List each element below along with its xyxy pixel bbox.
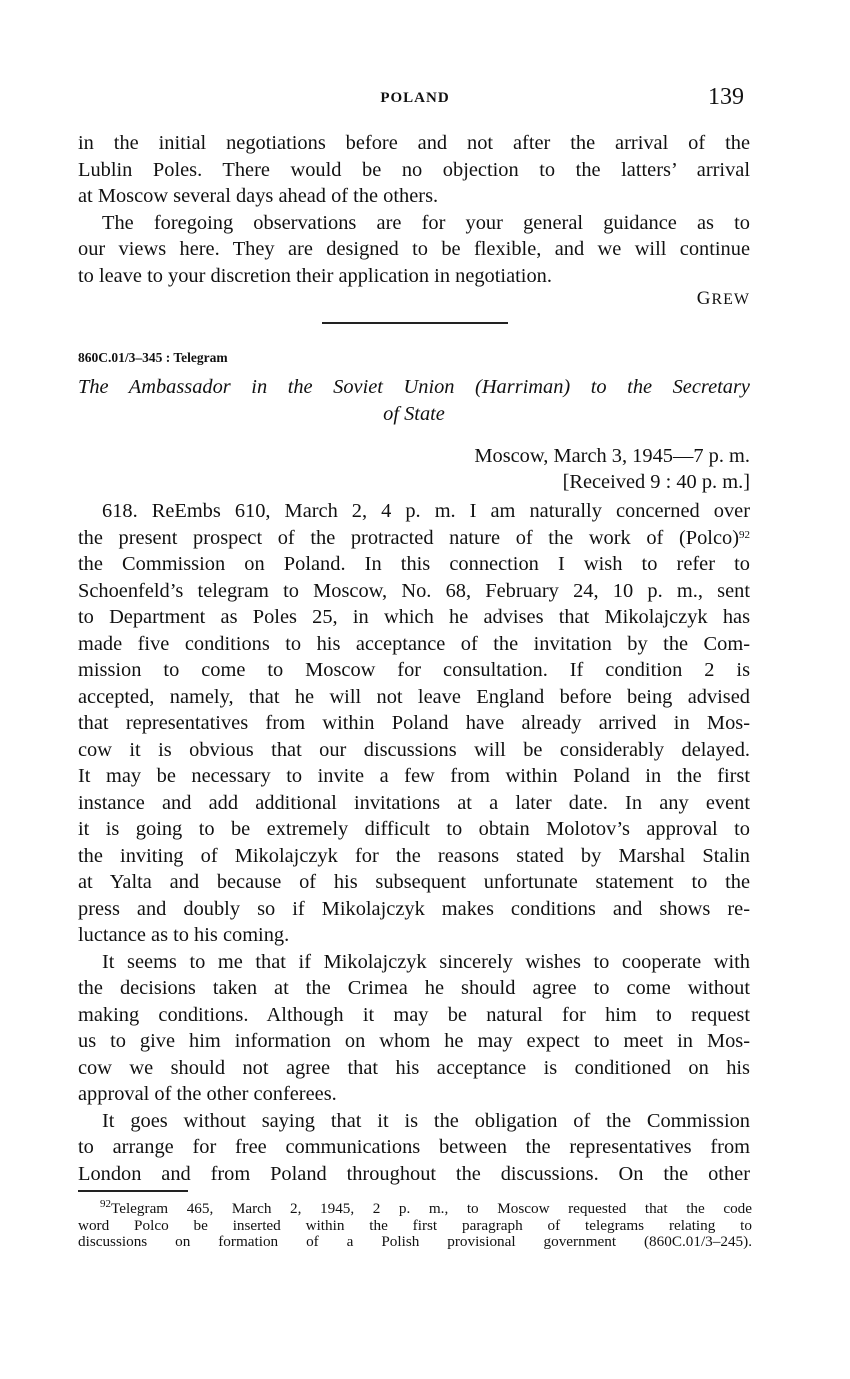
text-line: London and from Poland throughout the discussions. On the other [78,1162,750,1185]
footnote [78,1198,752,1251]
text-line: in the initial negotiations before and not after the arrival of the [78,132,750,154]
page-number: 139 [708,84,744,110]
text-line: cow we should not agree that his acceptance is conditioned on his [78,1056,750,1079]
date-sent: Moscow, March 3, 1945—7 p. m. [474,445,750,467]
document-heading [78,374,750,427]
footnote-line: discussions on formation of a Polish provisional government (860C.01/3–245). [78,1233,752,1250]
text-line: it is going to be extremely difficult to obtain Molotov’s approval to [78,818,750,840]
text-line: the inviting of Mikolajczyk for the reasons stated by Marshal Stalin [78,844,750,867]
text-line: our views here. They are designed to be flexible, and we will continue [78,238,750,260]
text-line: It may be necessary to invite a few from within Poland in the first [78,765,750,787]
text-line: instance and add additional invitations at a later date. In any event [78,791,750,814]
dateline [474,443,750,495]
footnote-marker: 92 [100,1198,111,1210]
telegram-body [78,498,750,1187]
text-line: making conditions. Although it may be natural for him to request [78,1003,750,1026]
text-line: to leave to your discretion their application in negotiation. [78,264,552,287]
text-line: the Commission on Poland. In this connection I wish to refer to [78,553,750,575]
footnote-divider [78,1190,188,1192]
signer-name: GREW [696,288,750,309]
text-line: made five conditions to his acceptance of the invitation by the Com- [78,632,750,655]
text-line: us to give him information on whom he may expect to meet in Mos- [78,1030,750,1052]
text-line: The foregoing observations are for your general guidance as to [102,211,750,234]
text-line: to Department as Poles 25, in which he advises that Mikolajczyk has [78,606,750,628]
text-line: cow it is obvious that our discussions will be considerably delayed. [78,738,750,761]
text-line: It seems to me that if Mikolajczyk sincerely wishes to cooperate with [102,950,750,973]
date-received: [Received 9 : 40 p. m.] [562,471,750,493]
text-line: at Moscow several days ahead of the others. [78,185,439,207]
text-line: Lublin Poles. There would be no objection to the latters’ arrival [78,158,750,181]
text-line: 618. ReEmbs 610, March 2, 4 p. m. I am naturally concerned over [102,500,750,522]
footnote-line: $^{92}$Telegram 465, March 2, 1945, 2 p. m., to Moscow requested that the code [100,1198,752,1217]
document-file-id: 860C.01/3–345 : Telegram [78,350,228,365]
text-line: luctance as to his coming. [78,924,290,946]
running-head: POLAND [380,90,450,106]
text-line: Schoenfeld’s telegram to Moscow, No. 68, February 24, 10 p. m., sent [78,579,750,602]
text-line: that representatives from within Poland have already arrived in Mos- [78,712,750,734]
heading-line: The Ambassador in the Soviet Union (Harriman) to the Secretary [78,376,750,398]
continuation-text [78,130,750,289]
text-line: to arrange for free communications between the representatives from [78,1136,750,1158]
text-line: It goes without saying that it is the obligation of the Commission [102,1109,750,1132]
text-line: the decisions taken at the Crimea he should agree to come without [78,977,750,999]
section-divider [322,322,508,324]
text-line: the present prospect of the protracted nature of the work of (Polco)$^{92}$ [78,526,750,549]
text-line: press and doubly so if Mikolajczyk makes conditions and shows re- [78,897,750,920]
text-line: accepted, namely, that he will not leave England before being advised [78,685,750,708]
text-line: mission to come to Moscow for consultation. If condition 2 is [78,659,750,681]
footnote-ref: 92 [739,528,750,541]
text-line: at Yalta and because of his subsequent unfortunate statement to the [78,871,750,893]
footnote-line: word Polco be inserted within the first paragraph of telegrams relating to [78,1216,752,1234]
heading-line: of State [383,402,445,425]
text-line: approval of the other conferees. [78,1083,337,1105]
